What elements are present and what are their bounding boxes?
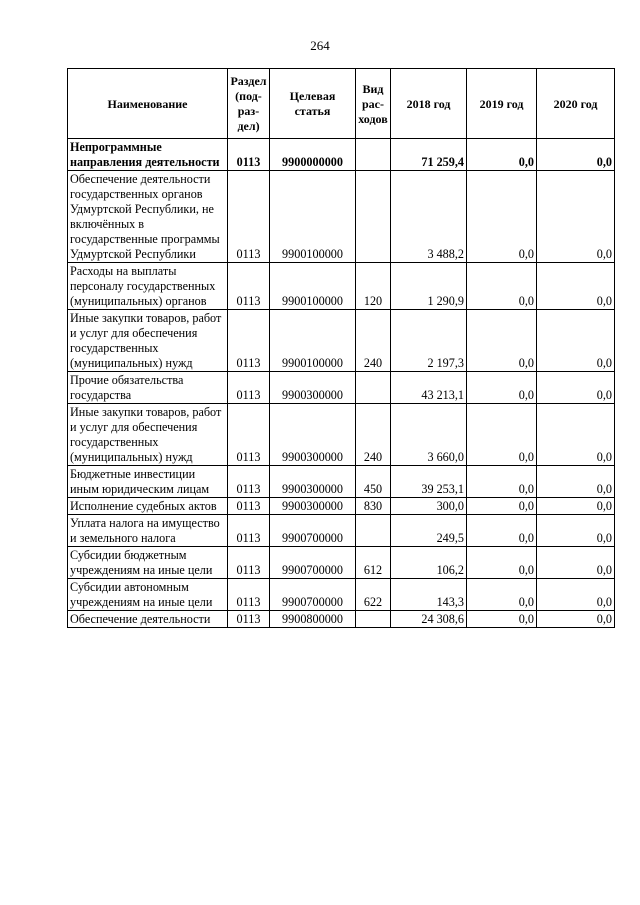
cell-2019: 0,0 <box>467 547 537 579</box>
header-expense-type: Вид рас-ходов <box>356 69 391 139</box>
table-row <box>68 310 615 372</box>
cell-expense-type <box>356 372 391 404</box>
cell-name: Иные закупки товаров, работ и услуг для обеспечения государственных (муниципальных) нужд <box>68 310 228 372</box>
cell-2020: 0,0 <box>537 611 615 628</box>
cell-article: 9900000000 <box>270 139 356 171</box>
table-row <box>68 579 615 611</box>
cell-2019: 0,0 <box>467 579 537 611</box>
cell-expense-type: 120 <box>356 263 391 310</box>
cell-2019: 0,0 <box>467 139 537 171</box>
cell-2018: 1 290,9 <box>391 263 467 310</box>
cell-2020: 0,0 <box>537 498 615 515</box>
header-2019: 2019 год <box>467 69 537 139</box>
table-row <box>68 171 615 263</box>
cell-section: 0113 <box>228 263 270 310</box>
cell-name: Непрограммные направления деятельности <box>68 139 228 171</box>
cell-2019: 0,0 <box>467 372 537 404</box>
cell-section: 0113 <box>228 171 270 263</box>
cell-2019: 0,0 <box>467 263 537 310</box>
header-row <box>68 69 615 139</box>
table-row <box>68 263 615 310</box>
cell-section: 0113 <box>228 611 270 628</box>
cell-2019: 0,0 <box>467 515 537 547</box>
cell-section: 0113 <box>228 404 270 466</box>
cell-article: 9900300000 <box>270 372 356 404</box>
cell-2019: 0,0 <box>467 466 537 498</box>
cell-2019: 0,0 <box>467 498 537 515</box>
cell-2020: 0,0 <box>537 171 615 263</box>
table-row <box>68 515 615 547</box>
cell-name: Субсидии бюджетным учреждениям на иные цели <box>68 547 228 579</box>
cell-name: Уплата налога на имущество и земельного налога <box>68 515 228 547</box>
cell-section: 0113 <box>228 466 270 498</box>
cell-article: 9900100000 <box>270 310 356 372</box>
cell-expense-type <box>356 139 391 171</box>
header-name: Наименование <box>68 69 228 139</box>
cell-2020: 0,0 <box>537 466 615 498</box>
cell-name: Иные закупки товаров, работ и услуг для обеспечения государственных (муниципальных) нужд <box>68 404 228 466</box>
cell-expense-type <box>356 515 391 547</box>
table-row <box>68 404 615 466</box>
cell-2018: 71 259,4 <box>391 139 467 171</box>
cell-expense-type: 612 <box>356 547 391 579</box>
cell-2018: 3 660,0 <box>391 404 467 466</box>
cell-2018: 106,2 <box>391 547 467 579</box>
cell-2020: 0,0 <box>537 404 615 466</box>
cell-section: 0113 <box>228 310 270 372</box>
cell-expense-type: 450 <box>356 466 391 498</box>
cell-name: Обеспечение деятельности <box>68 611 228 628</box>
cell-expense-type: 622 <box>356 579 391 611</box>
cell-2020: 0,0 <box>537 139 615 171</box>
cell-name: Исполнение судебных актов <box>68 498 228 515</box>
cell-expense-type <box>356 611 391 628</box>
cell-article: 9900700000 <box>270 579 356 611</box>
budget-table <box>67 68 615 628</box>
cell-2020: 0,0 <box>537 515 615 547</box>
cell-name: Расходы на выплаты персоналу государственных (муниципальных) органов <box>68 263 228 310</box>
cell-section: 0113 <box>228 139 270 171</box>
table-row <box>68 466 615 498</box>
cell-article: 9900100000 <box>270 171 356 263</box>
cell-2020: 0,0 <box>537 372 615 404</box>
cell-article: 9900300000 <box>270 404 356 466</box>
table-row <box>68 139 615 171</box>
table-row <box>68 547 615 579</box>
cell-expense-type: 830 <box>356 498 391 515</box>
cell-expense-type: 240 <box>356 310 391 372</box>
cell-article: 9900100000 <box>270 263 356 310</box>
header-article: Целевая статья <box>270 69 356 139</box>
table-row <box>68 611 615 628</box>
cell-expense-type <box>356 171 391 263</box>
header-section: Раздел (под-раз-дел) <box>228 69 270 139</box>
cell-2020: 0,0 <box>537 579 615 611</box>
cell-2018: 3 488,2 <box>391 171 467 263</box>
cell-2018: 24 308,6 <box>391 611 467 628</box>
cell-article: 9900700000 <box>270 547 356 579</box>
cell-name: Бюджетные инвестиции иным юридическим лицам <box>68 466 228 498</box>
cell-expense-type: 240 <box>356 404 391 466</box>
cell-2020: 0,0 <box>537 547 615 579</box>
page-number: 264 <box>310 38 330 53</box>
cell-2019: 0,0 <box>467 611 537 628</box>
cell-2018: 43 213,1 <box>391 372 467 404</box>
cell-name: Обеспечение деятельности государственных органов Удмуртской Республики, не включённых в государственные программы Удмуртской Республики <box>68 171 228 263</box>
header-2018: 2018 год <box>391 69 467 139</box>
cell-2018: 143,3 <box>391 579 467 611</box>
cell-2018: 249,5 <box>391 515 467 547</box>
cell-section: 0113 <box>228 515 270 547</box>
cell-2019: 0,0 <box>467 310 537 372</box>
table-row <box>68 498 615 515</box>
cell-2018: 39 253,1 <box>391 466 467 498</box>
cell-name: Прочие обязательства государства <box>68 372 228 404</box>
cell-article: 9900300000 <box>270 466 356 498</box>
cell-2020: 0,0 <box>537 263 615 310</box>
cell-section: 0113 <box>228 579 270 611</box>
cell-name: Субсидии автономным учреждениям на иные цели <box>68 579 228 611</box>
cell-article: 9900800000 <box>270 611 356 628</box>
cell-section: 0113 <box>228 498 270 515</box>
cell-article: 9900300000 <box>270 498 356 515</box>
cell-2018: 2 197,3 <box>391 310 467 372</box>
header-2020: 2020 год <box>537 69 615 139</box>
cell-section: 0113 <box>228 372 270 404</box>
cell-2020: 0,0 <box>537 310 615 372</box>
cell-article: 9900700000 <box>270 515 356 547</box>
cell-2019: 0,0 <box>467 171 537 263</box>
table-row <box>68 372 615 404</box>
cell-section: 0113 <box>228 547 270 579</box>
cell-2018: 300,0 <box>391 498 467 515</box>
cell-2019: 0,0 <box>467 404 537 466</box>
